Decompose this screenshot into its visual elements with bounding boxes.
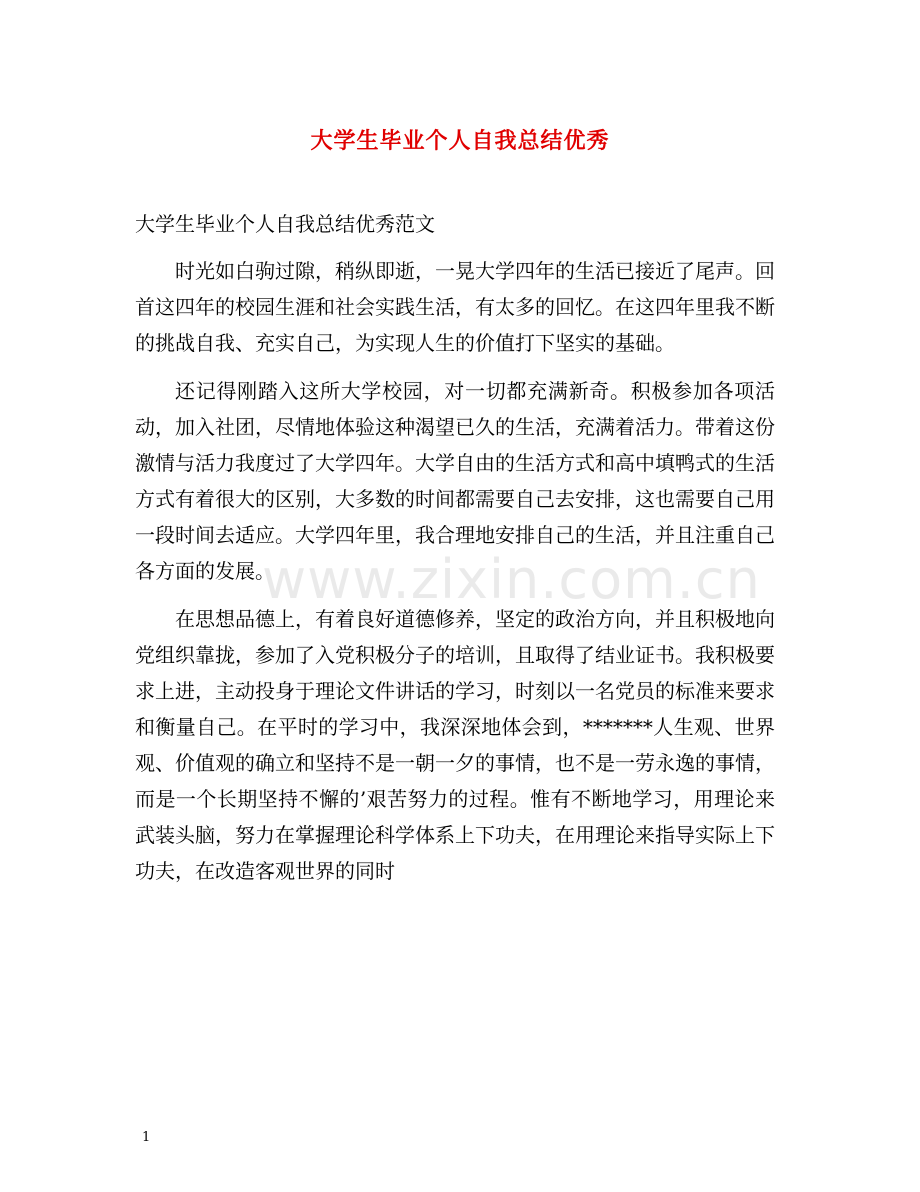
page-number: 1 xyxy=(142,1130,151,1145)
document-title: 大学生毕业个人自我总结优秀 xyxy=(310,128,610,154)
document-body xyxy=(135,253,775,901)
document-subtitle: 大学生毕业个人自我总结优秀范文 xyxy=(135,212,435,236)
watermark: www.zixin.com.cn xyxy=(262,548,761,611)
paragraph-2: 还记得刚踏入这所大学校园，对一切都充满新奇。积极参加各项活动，加入社团，尽情地体验这种渴望已久的生活，充满着活力。带着这份激情与活力我度过了大学四年。大学自由的生活方式和高中填鸭式的生活方式有着很大的区别，大多数的时间都需要自己去安排，这也需要自己用一段时间去适应。大学四年里，我合理地安排自己的生活，并且注重自己各方面的发展。 xyxy=(135,379,775,583)
paragraph-3: 在思想品德上，有着良好道德修养，坚定的政治方向，并且积极地向党组织靠拢，参加了入党积极分子的培训，且取得了结业证书。我积极要求上进，主动投身于理论文件讲话的学习，时刻以一名党员的标准来要求和衡量自己。在平时的学习中，我深深地体会到，*******人生观、世界观、价值观的确立和坚持不是一朝一夕的事情，也不是一劳永逸的事情，而是一个长期坚持不懈的’艰苦努力的过程。惟有不断地学习，用理论来武装头脑，努力在掌握理论科学体系上下功夫，在用理论来指导实际上下功夫，在改造客观世界的同时 xyxy=(135,607,775,883)
paragraph-1: 时光如白驹过隙，稍纵即逝，一晃大学四年的生活已接近了尾声。回首这四年的校园生涯和社会实践生活，有太多的回忆。在这四年里我不断的挑战自我、充实自己，为实现人生的价值打下坚实的基础。 xyxy=(135,259,775,355)
